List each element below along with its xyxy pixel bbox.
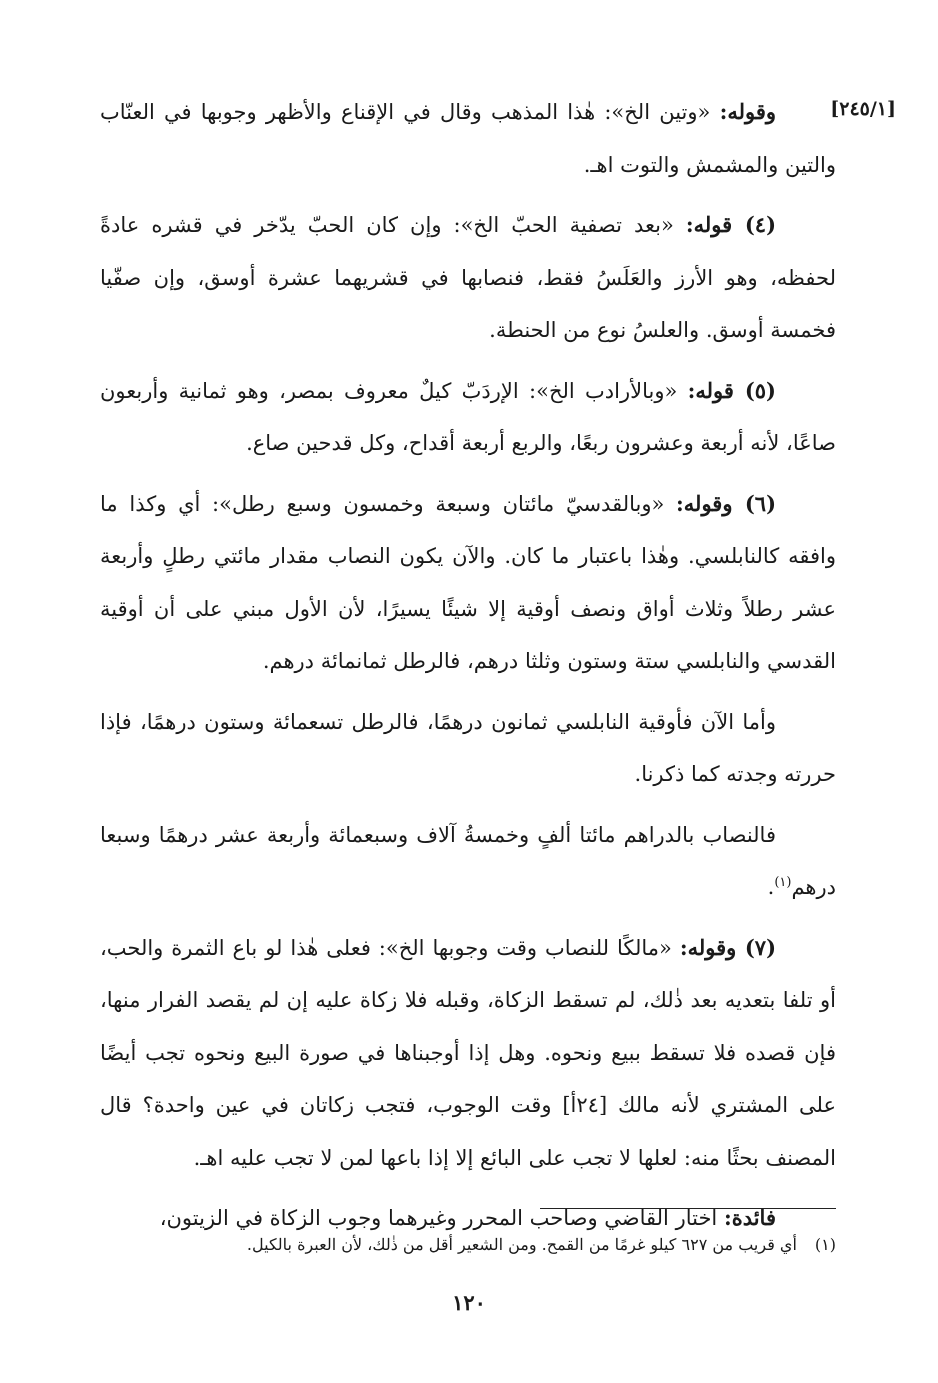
footnote <box>100 1232 836 1258</box>
paragraph-lead: (٦) وقوله: <box>676 490 776 516</box>
footnote-text: أي قريب من ٦٢٧ كيلو غرمًا من القمح. ومن الشعير أقل من ذٰلك، لأن العبرة بالكيل. <box>246 1235 797 1254</box>
paragraph-3 <box>100 365 836 470</box>
marginal-reference: [٢٤٥/١] <box>830 98 896 120</box>
paragraph-5 <box>100 696 836 801</box>
paragraph-4 <box>100 478 836 688</box>
main-text <box>100 86 836 1253</box>
paragraph-2 <box>100 199 836 357</box>
footnote-marker[interactable]: (١) <box>774 875 792 890</box>
paragraph-lead: فائدة: <box>723 1205 776 1230</box>
paragraph-body: فالنصاب بالدراهم مائتا ألفٍ وخمسةُ آلاف وسبعمائة وأربعة عشر درهمًا وسبعا درهم <box>100 822 836 899</box>
footnote-number: (١) <box>814 1235 836 1254</box>
paragraph-body: «مالكًا للنصاب وقت وجوبها الخ»: فعلى هٰذا لو باع الثمرة والحب، أو تلفا بتعديه بعد ذٰلك، لم تسقط الزكاة، وقبله فلا زكاة عليه إن لم يقصد الفرار منها، فإن قصده فلا تسقط ببيع ونحوه. وهل إذا أوجبناها في صورة البيع ونحوه تجب أيضًا على المشتري لأنه مالك [٢٤أ] وقت الوجوب، فتجب زكاتان في عين واحدة؟ قال المصنف بحثًا منه: لعلها لا تجب على البائع إلا إذا باعها لمن لا تجب عليه اهـ. <box>100 935 836 1170</box>
footnote-divider <box>540 1208 836 1209</box>
paragraph-body: «بعد تصفية الحبّ الخ»: وإن كان الحبّ يدّخر في قشره عادةً لحفظه، وهو الأرز والعَلَسُ فقط، فنصابها في قشريهما عشرة أوسق، وإن صفّيا فخمسة أوسق. والعلسُ نوع من الحنطة. <box>100 213 836 342</box>
paragraph-body: «وبالأرادب الخ»: الإردَبّ كيلٌ معروف بمصر، وهو ثمانية وأربعون صاعًا، لأنه أربعة وعشرون ربعًا، والربع أربعة أقداح، وكل قدحين صاع. <box>100 378 836 455</box>
paragraph-body: «وبالقدسيّ مائتان وسبعة وخمسون وسبع رطل»: أي وكذا ما وافقه كالنابلسي. وهٰذا باعتبار ما كان. والآن يكون النصاب مقدار مائتي رطلٍ وأربعة عشر رطلاً وثلاث أواق ونصف أوقية إلا شيئًا يسيرًا، لأن الأول مبني على أن أوقية القدسي والنابلسي ستة وستون وثلثا درهم، فالرطل ثمانمائة درهم. <box>100 491 836 673</box>
paragraph-tail: . <box>767 875 775 899</box>
paragraph-7 <box>100 922 836 1185</box>
paragraph-body: «وتين الخ»: هٰذا المذهب وقال في الإقناع والأظهر وجوبها في العنّاب والتين والمشمش والتوت اهـ. <box>100 100 836 177</box>
paragraph-lead: وقوله: <box>719 99 776 124</box>
page-number: ١٢٠ <box>452 1290 486 1315</box>
paragraph-body: اختار القاضي وصاحب المحرر وغيرهما وجوب الزكاة في الزيتون، <box>159 1206 724 1230</box>
paragraph-6 <box>100 809 836 914</box>
paragraph-lead: (٧) وقوله: <box>679 934 777 960</box>
paragraph-body: وأما الآن فأوقية النابلسي ثمانون درهمًا، فالرطل تسعمائة وستون درهمًا، فإذا حررته وجدته كما ذكرنا. <box>100 709 836 786</box>
paragraph-lead: (٤) قوله: <box>685 212 776 237</box>
paragraph-lead: (٥) قوله: <box>687 377 776 403</box>
paragraph-1 <box>100 86 836 191</box>
